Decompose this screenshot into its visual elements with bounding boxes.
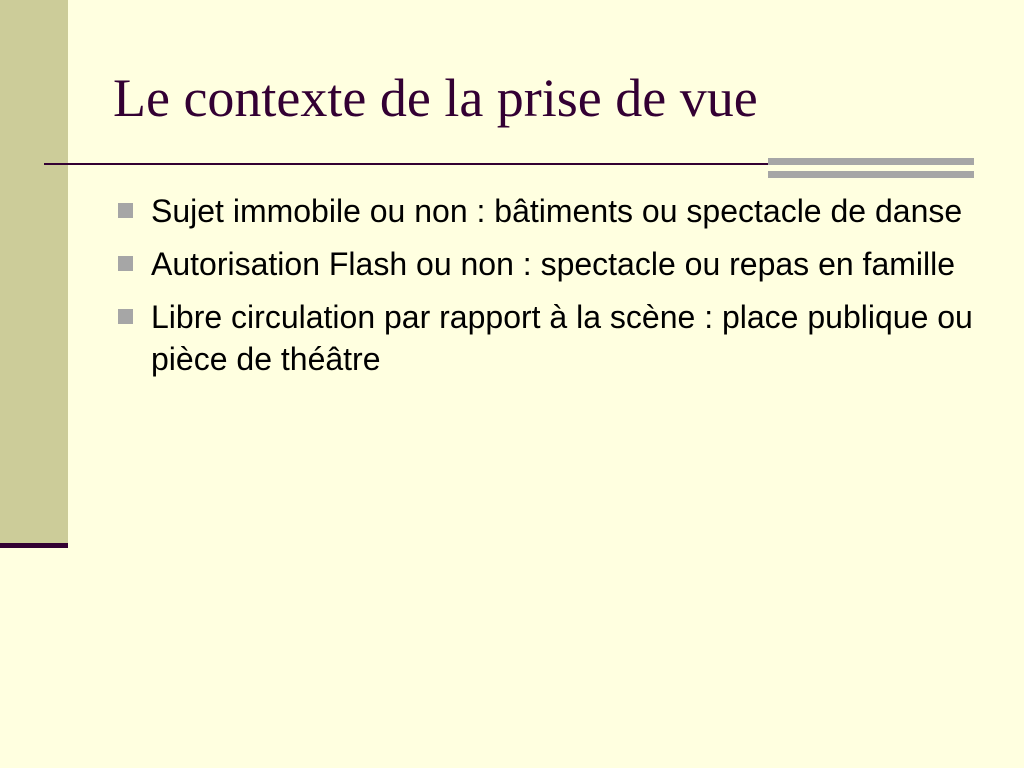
bullet-text: Sujet immobile ou non : bâtiments ou spectacle de danse bbox=[151, 193, 963, 229]
slide-title: Le contexte de la prise de vue bbox=[113, 68, 758, 128]
bullet-text: Libre circulation par rapport à la scène : place publique ou pièce de théâtre bbox=[151, 299, 973, 377]
bullet-list bbox=[116, 190, 976, 391]
decorative-bar-top bbox=[768, 158, 974, 165]
decorative-double-bar bbox=[768, 158, 974, 180]
square-bullet-icon bbox=[118, 203, 133, 218]
title-divider-line bbox=[44, 163, 824, 165]
bullet-item bbox=[116, 190, 976, 232]
bullet-text: Autorisation Flash ou non : spectacle ou repas en famille bbox=[151, 246, 956, 282]
left-decorative-band bbox=[0, 0, 68, 544]
decorative-bar-bottom bbox=[768, 171, 974, 178]
left-band-accent-line bbox=[0, 543, 68, 548]
bullet-item bbox=[116, 243, 976, 285]
bullet-item bbox=[116, 296, 976, 380]
square-bullet-icon bbox=[118, 256, 133, 271]
square-bullet-icon bbox=[118, 309, 133, 324]
